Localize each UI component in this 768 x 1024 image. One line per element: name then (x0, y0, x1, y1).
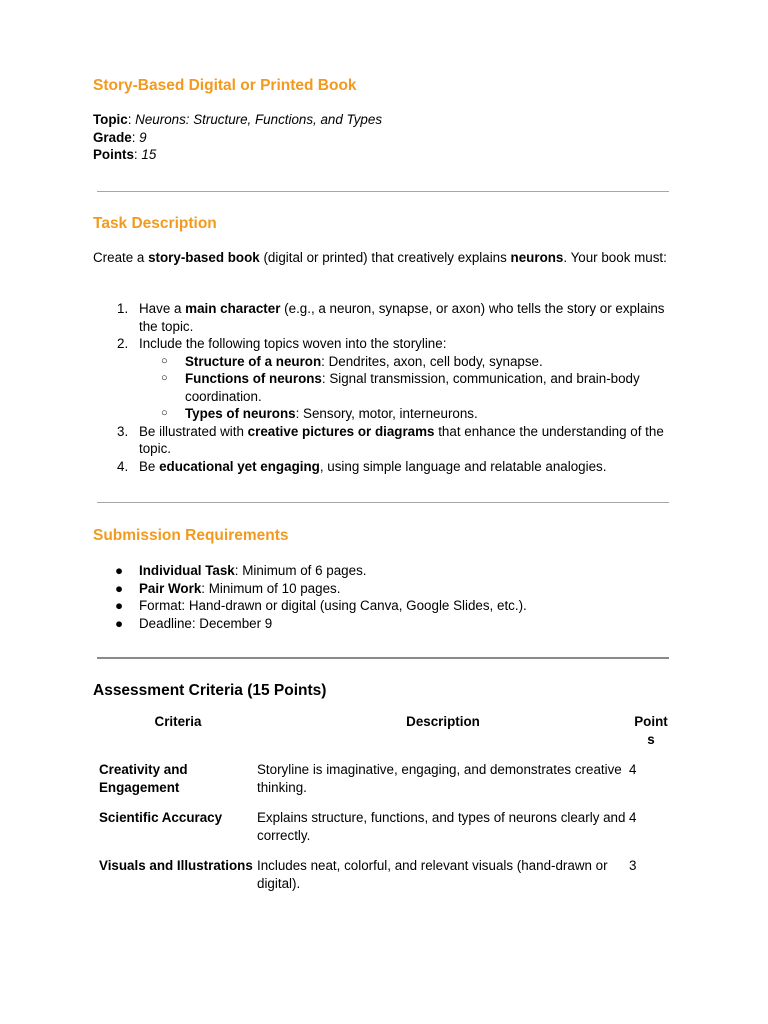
table-row (93, 809, 673, 857)
task-requirements-list (93, 300, 673, 475)
points-cell: 4 (629, 810, 637, 825)
grade-value: 9 (139, 129, 147, 145)
criteria-cell: Scientific Accuracy (99, 810, 223, 825)
bullet-icon: ● (115, 563, 124, 578)
points-line: Points: 15 (93, 147, 157, 162)
sublist-item: ○ Functions of neurons: Signal transmission, communication, and brain-body coordination. (161, 371, 640, 404)
circle-bullet-icon: ○ (161, 407, 168, 419)
assignment-meta (93, 111, 382, 164)
assessment-heading: Assessment Criteria (15 Points) (93, 682, 327, 699)
description-cell: Explains structure, functions, and types of neurons clearly and correctly. (257, 810, 626, 843)
column-header: Description (406, 714, 480, 729)
table-header-row (93, 713, 673, 761)
list-item: ● Format: Hand-drawn or digital (using Canva, Google Slides, etc.). (115, 598, 527, 613)
list-item: 1. Have a main character (e.g., a neuron, synapse, or axon) who tells the story or explains the topic. (117, 301, 665, 334)
criteria-cell: Visuals and Illustrations (99, 858, 253, 873)
points-cell: 4 (629, 762, 637, 777)
column-header: Point s (634, 714, 668, 747)
list-item: ● Individual Task: Minimum of 6 pages. (115, 563, 367, 578)
circle-bullet-icon: ○ (161, 354, 168, 367)
topic-value: Neurons: Structure, Functions, and Types (135, 112, 383, 127)
submission-list (93, 562, 527, 632)
assessment-table (93, 713, 673, 905)
table-row (93, 761, 673, 809)
description-cell: Includes neat, colorful, and relevant visuals (hand-drawn or digital). (257, 858, 608, 891)
circle-bullet-icon: ○ (161, 372, 168, 384)
submission-heading: Submission Requirements (93, 527, 289, 544)
bullet-icon: ● (115, 598, 124, 613)
sublist-item: ○ Types of neurons: Sensory, motor, interneurons. (161, 406, 478, 421)
divider (97, 191, 669, 192)
list-item: ● Deadline: December 9 (115, 615, 273, 631)
list-item: 3. Be illustrated with creative pictures or diagrams that enhance the understanding of the topic. (117, 423, 664, 456)
points-cell: 3 (629, 858, 637, 873)
divider (97, 657, 669, 659)
document-title: Story-Based Digital or Printed Book (93, 77, 357, 94)
points-value: 15 (141, 147, 157, 162)
sublist-item: ○ Structure of a neuron: Dendrites, axon, cell body, synapse. (161, 353, 543, 369)
grade-line: Grade: 9 (93, 129, 147, 145)
bullet-icon: ● (115, 580, 124, 596)
list-item: ● Pair Work: Minimum of 10 pages. (115, 580, 341, 596)
topics-sublist (139, 353, 673, 423)
list-item: 2. Include the following topics woven into the storyline: ○ Structure of a neuron: Dendrites, axon, cell body, synapse. ○ Functions of neurons: Signal transmission, communication, and brain-body coordination. ○ Types of neurons: Sensory, motor, interneurons. (93, 335, 673, 423)
column-header: Criteria (154, 714, 202, 729)
topic-line: Topic: Neurons: Structure, Functions, and Types (93, 112, 383, 127)
description-cell: Storyline is imaginative, engaging, and demonstrates creative thinking. (257, 762, 622, 795)
list-item: 4. Be educational yet engaging, using simple language and relatable analogies. (117, 458, 607, 474)
bullet-icon: ● (115, 615, 124, 631)
criteria-cell: Creativity and Engagement (99, 762, 188, 795)
task-intro: Create a story-based book (digital or printed) that creatively explains neurons. Your book must: (93, 250, 667, 265)
divider (97, 502, 669, 503)
task-heading: Task Description (93, 215, 217, 232)
table-row (93, 857, 673, 905)
